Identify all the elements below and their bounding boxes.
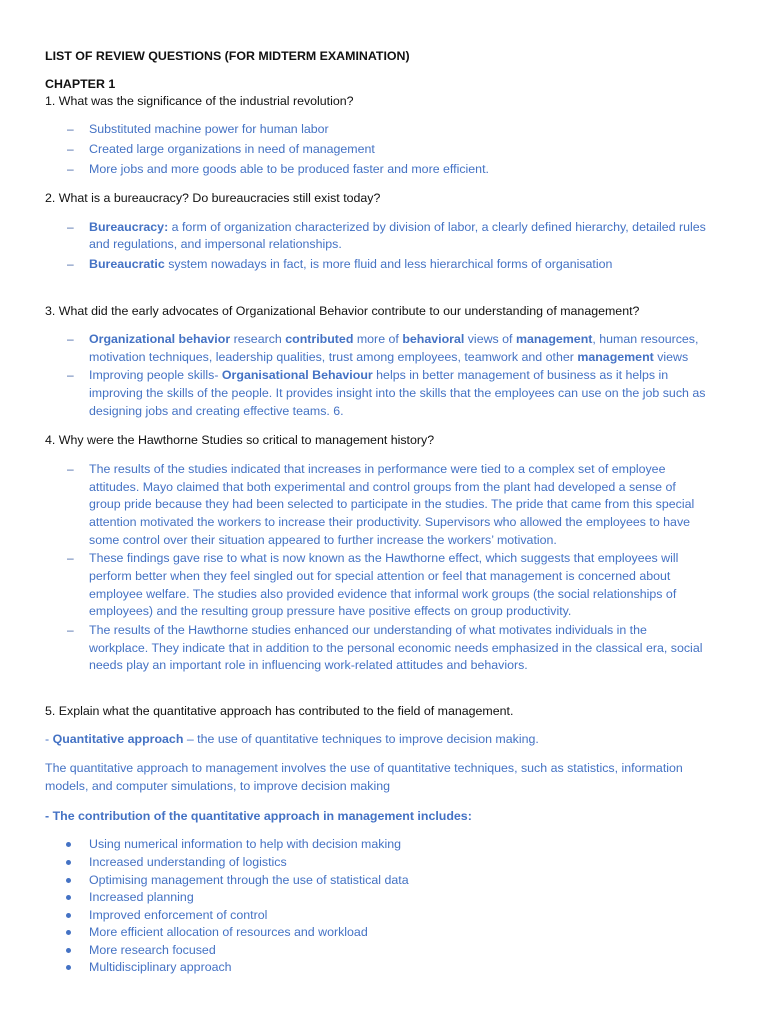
dash-bullet-icon: – — [67, 162, 74, 176]
answer-q3-1-line-1: Organizational behavior research contributed more of behavioral views of management, human resources, — [89, 332, 699, 346]
answer-q4-1-line-3: group pride because they had been selected to participate in the studies. The pride that came from this special — [89, 497, 695, 511]
answer-q4-2-line-3: employee welfare. The studies also provided evidence that informal work groups (the social relationships of — [89, 587, 677, 601]
bullet-dot-icon — [66, 895, 71, 900]
answer-q3-2-line-3: designing jobs and creating effective teams. 6. — [89, 404, 344, 418]
bullet-dot-icon — [66, 878, 71, 883]
answer-q4-1-line-4: attention motivated the workers to increase their productivity. Supervisors who allowed the employees to have — [89, 515, 691, 529]
contribution-item: Using numerical information to help with decision making — [89, 837, 401, 851]
answer-q4-2-line-1: These findings gave rise to what is now known as the Hawthorne effect, which suggests that employees will — [89, 551, 679, 565]
dash-bullet-icon: – — [67, 332, 74, 346]
chapter-heading: CHAPTER 1 — [45, 77, 116, 91]
contribution-item: Increased planning — [89, 890, 194, 904]
contribution-item: Multidisciplinary approach — [89, 960, 232, 974]
bullet-dot-icon — [66, 842, 71, 847]
answer-q4-2-line-2: perform better when they feel singled out for special attention or feel that management is concerned about — [89, 569, 671, 583]
quantitative-paragraph-line-1: The quantitative approach to management involves the use of quantitative techniques, such as statistics, information — [45, 761, 683, 775]
contribution-item: Optimising management through the use of statistical data — [89, 873, 409, 887]
question-4: 4. Why were the Hawthorne Studies so critical to management history? — [45, 433, 435, 447]
answer-q2-1-line-1: Bureaucracy: a form of organization characterized by division of labor, a clearly defined hierarchy, detailed rules — [89, 220, 706, 234]
dash-bullet-icon: – — [67, 462, 74, 476]
answer-q4-1-line-2: attitudes. Mayo claimed that both experimental and control groups from the plant had developed a sense of — [89, 480, 676, 494]
bullet-dot-icon — [66, 913, 71, 918]
answer-q3-1-line-2: motivation techniques, leadership qualities, trust among employees, teamwork and other management views — [89, 350, 689, 364]
contribution-item: More research focused — [89, 943, 216, 957]
answer-q4-3-line-3: needs play an important role in influencing work-related attitudes and behaviors. — [89, 658, 528, 672]
dash-bullet-icon: – — [67, 623, 74, 637]
answer-q1-1: Substituted machine power for human labor — [89, 122, 329, 136]
contribution-item: Increased understanding of logistics — [89, 855, 287, 869]
dash-bullet-icon: – — [67, 142, 74, 156]
bullet-dot-icon — [66, 930, 71, 935]
contribution-item: Improved enforcement of control — [89, 908, 268, 922]
answer-q4-3-line-2: workplace. They indicate that in addition to the personal economic needs emphasized in the classical era, social — [89, 641, 703, 655]
answer-q3-2-line-2: improving the skills of the people. It provides insight into the skills that the employees can use on the job such as — [89, 386, 706, 400]
document-title: LIST OF REVIEW QUESTIONS (FOR MIDTERM EXAMINATION) — [45, 49, 410, 63]
answer-q4-1-line-1: The results of the studies indicated that increases in performance were tied to a complex set of employee — [89, 462, 666, 476]
answer-q4-2-line-4: employees) and the resulting group pressure have positive effects on group productivity. — [89, 604, 572, 618]
bullet-dot-icon — [66, 948, 71, 953]
answer-q1-3: More jobs and more goods able to be produced faster and more efficient. — [89, 162, 489, 176]
dash-bullet-icon: – — [67, 220, 74, 234]
answer-q3-2-line-1: Improving people skills- Organisational Behaviour helps in better management of business as it helps in — [89, 368, 669, 382]
dash-bullet-icon: – — [67, 122, 74, 136]
answer-q2-1-line-2: and regulations, and impersonal relationships. — [89, 237, 342, 251]
dash-bullet-icon: – — [67, 368, 74, 382]
question-5: 5. Explain what the quantitative approach has contributed to the field of management. — [45, 704, 514, 718]
dash-bullet-icon: – — [67, 551, 74, 565]
dash-bullet-icon: – — [67, 257, 74, 271]
contribution-heading: - The contribution of the quantitative approach in management includes: — [45, 809, 472, 823]
answer-q1-2: Created large organizations in need of management — [89, 142, 375, 156]
question-2: 2. What is a bureaucracy? Do bureaucracies still exist today? — [45, 191, 381, 205]
question-1: 1. What was the significance of the industrial revolution? — [45, 94, 354, 108]
contribution-item: More efficient allocation of resources and workload — [89, 925, 368, 939]
bullet-dot-icon — [66, 965, 71, 970]
answer-q4-3-line-1: The results of the Hawthorne studies enhanced our understanding of what motivates individuals in the — [89, 623, 647, 637]
answer-q2-2: Bureaucratic system nowadays in fact, is more fluid and less hierarchical forms of organisation — [89, 257, 613, 271]
quantitative-paragraph-line-2: models, and computer simulations, to improve decision making — [45, 779, 391, 793]
question-3: 3. What did the early advocates of Organizational Behavior contribute to our understanding of management? — [45, 304, 640, 318]
bullet-dot-icon — [66, 860, 71, 865]
answer-q4-1-line-5: some control over their situation appeared to further increase the workers’ motivation. — [89, 533, 557, 547]
quantitative-definition: - Quantitative approach – the use of quantitative techniques to improve decision making. — [45, 732, 539, 746]
